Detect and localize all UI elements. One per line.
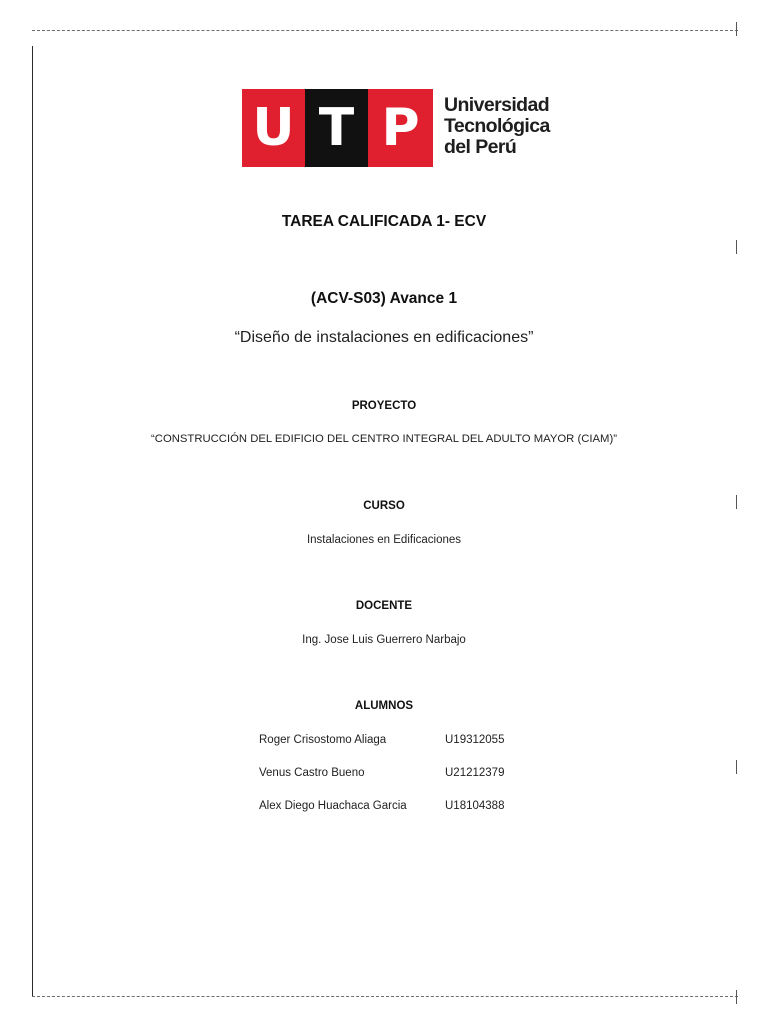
page-border-left	[32, 46, 33, 996]
student-row	[259, 767, 539, 783]
logo-block-u	[242, 89, 305, 167]
teacher-value: Ing. Jose Luis Guerrero Narbajo	[302, 634, 466, 646]
logo-letter-t: T	[318, 98, 355, 158]
page-border-bottom	[32, 996, 738, 997]
document-subheading: (ACV-S03) Avance 1	[310, 290, 458, 307]
student-name: Roger Crisostomo Aliaga	[259, 734, 387, 746]
logo-block-t	[305, 89, 368, 167]
students-label: ALUMNOS	[354, 700, 414, 712]
student-name: Venus Castro Bueno	[259, 767, 365, 779]
page-border-right-mark	[736, 22, 737, 36]
logo-letter-p: P	[381, 98, 420, 158]
student-code: U18104388	[445, 800, 505, 812]
logo-wordmark-line: Universidad	[444, 94, 550, 116]
logo-wordmark-line: del Perú	[444, 136, 517, 158]
page-border-right-mark	[736, 760, 737, 774]
logo-wordmark-line: Tecnológica	[444, 115, 550, 137]
page-border-top	[32, 30, 738, 31]
logo-letter-u: U	[252, 98, 295, 158]
student-row	[259, 800, 539, 816]
document-title: TAREA CALIFICADA 1- ECV	[281, 213, 487, 230]
project-label: PROYECTO	[351, 400, 417, 412]
page-border-right-mark	[736, 240, 737, 254]
project-value: “CONSTRUCCIÓN DEL EDIFICIO DEL CENTRO INTEGRAL DEL ADULTO MAYOR (CIAM)”	[151, 433, 617, 445]
course-value: Instalaciones en Edificaciones	[306, 534, 462, 546]
student-row	[259, 734, 539, 750]
utp-logo	[242, 89, 550, 167]
teacher-label: DOCENTE	[355, 600, 413, 612]
course-label: CURSO	[363, 500, 405, 512]
logo-block-p	[368, 89, 433, 167]
student-name: Alex Diego Huachaca Garcia	[259, 800, 407, 812]
student-code: U21212379	[445, 767, 505, 779]
document-subtitle: “Diseño de instalaciones en edificaciones”	[234, 329, 534, 346]
page-border-right-mark	[736, 990, 737, 1004]
logo-wordmark	[444, 94, 550, 158]
student-code: U19312055	[445, 734, 505, 746]
